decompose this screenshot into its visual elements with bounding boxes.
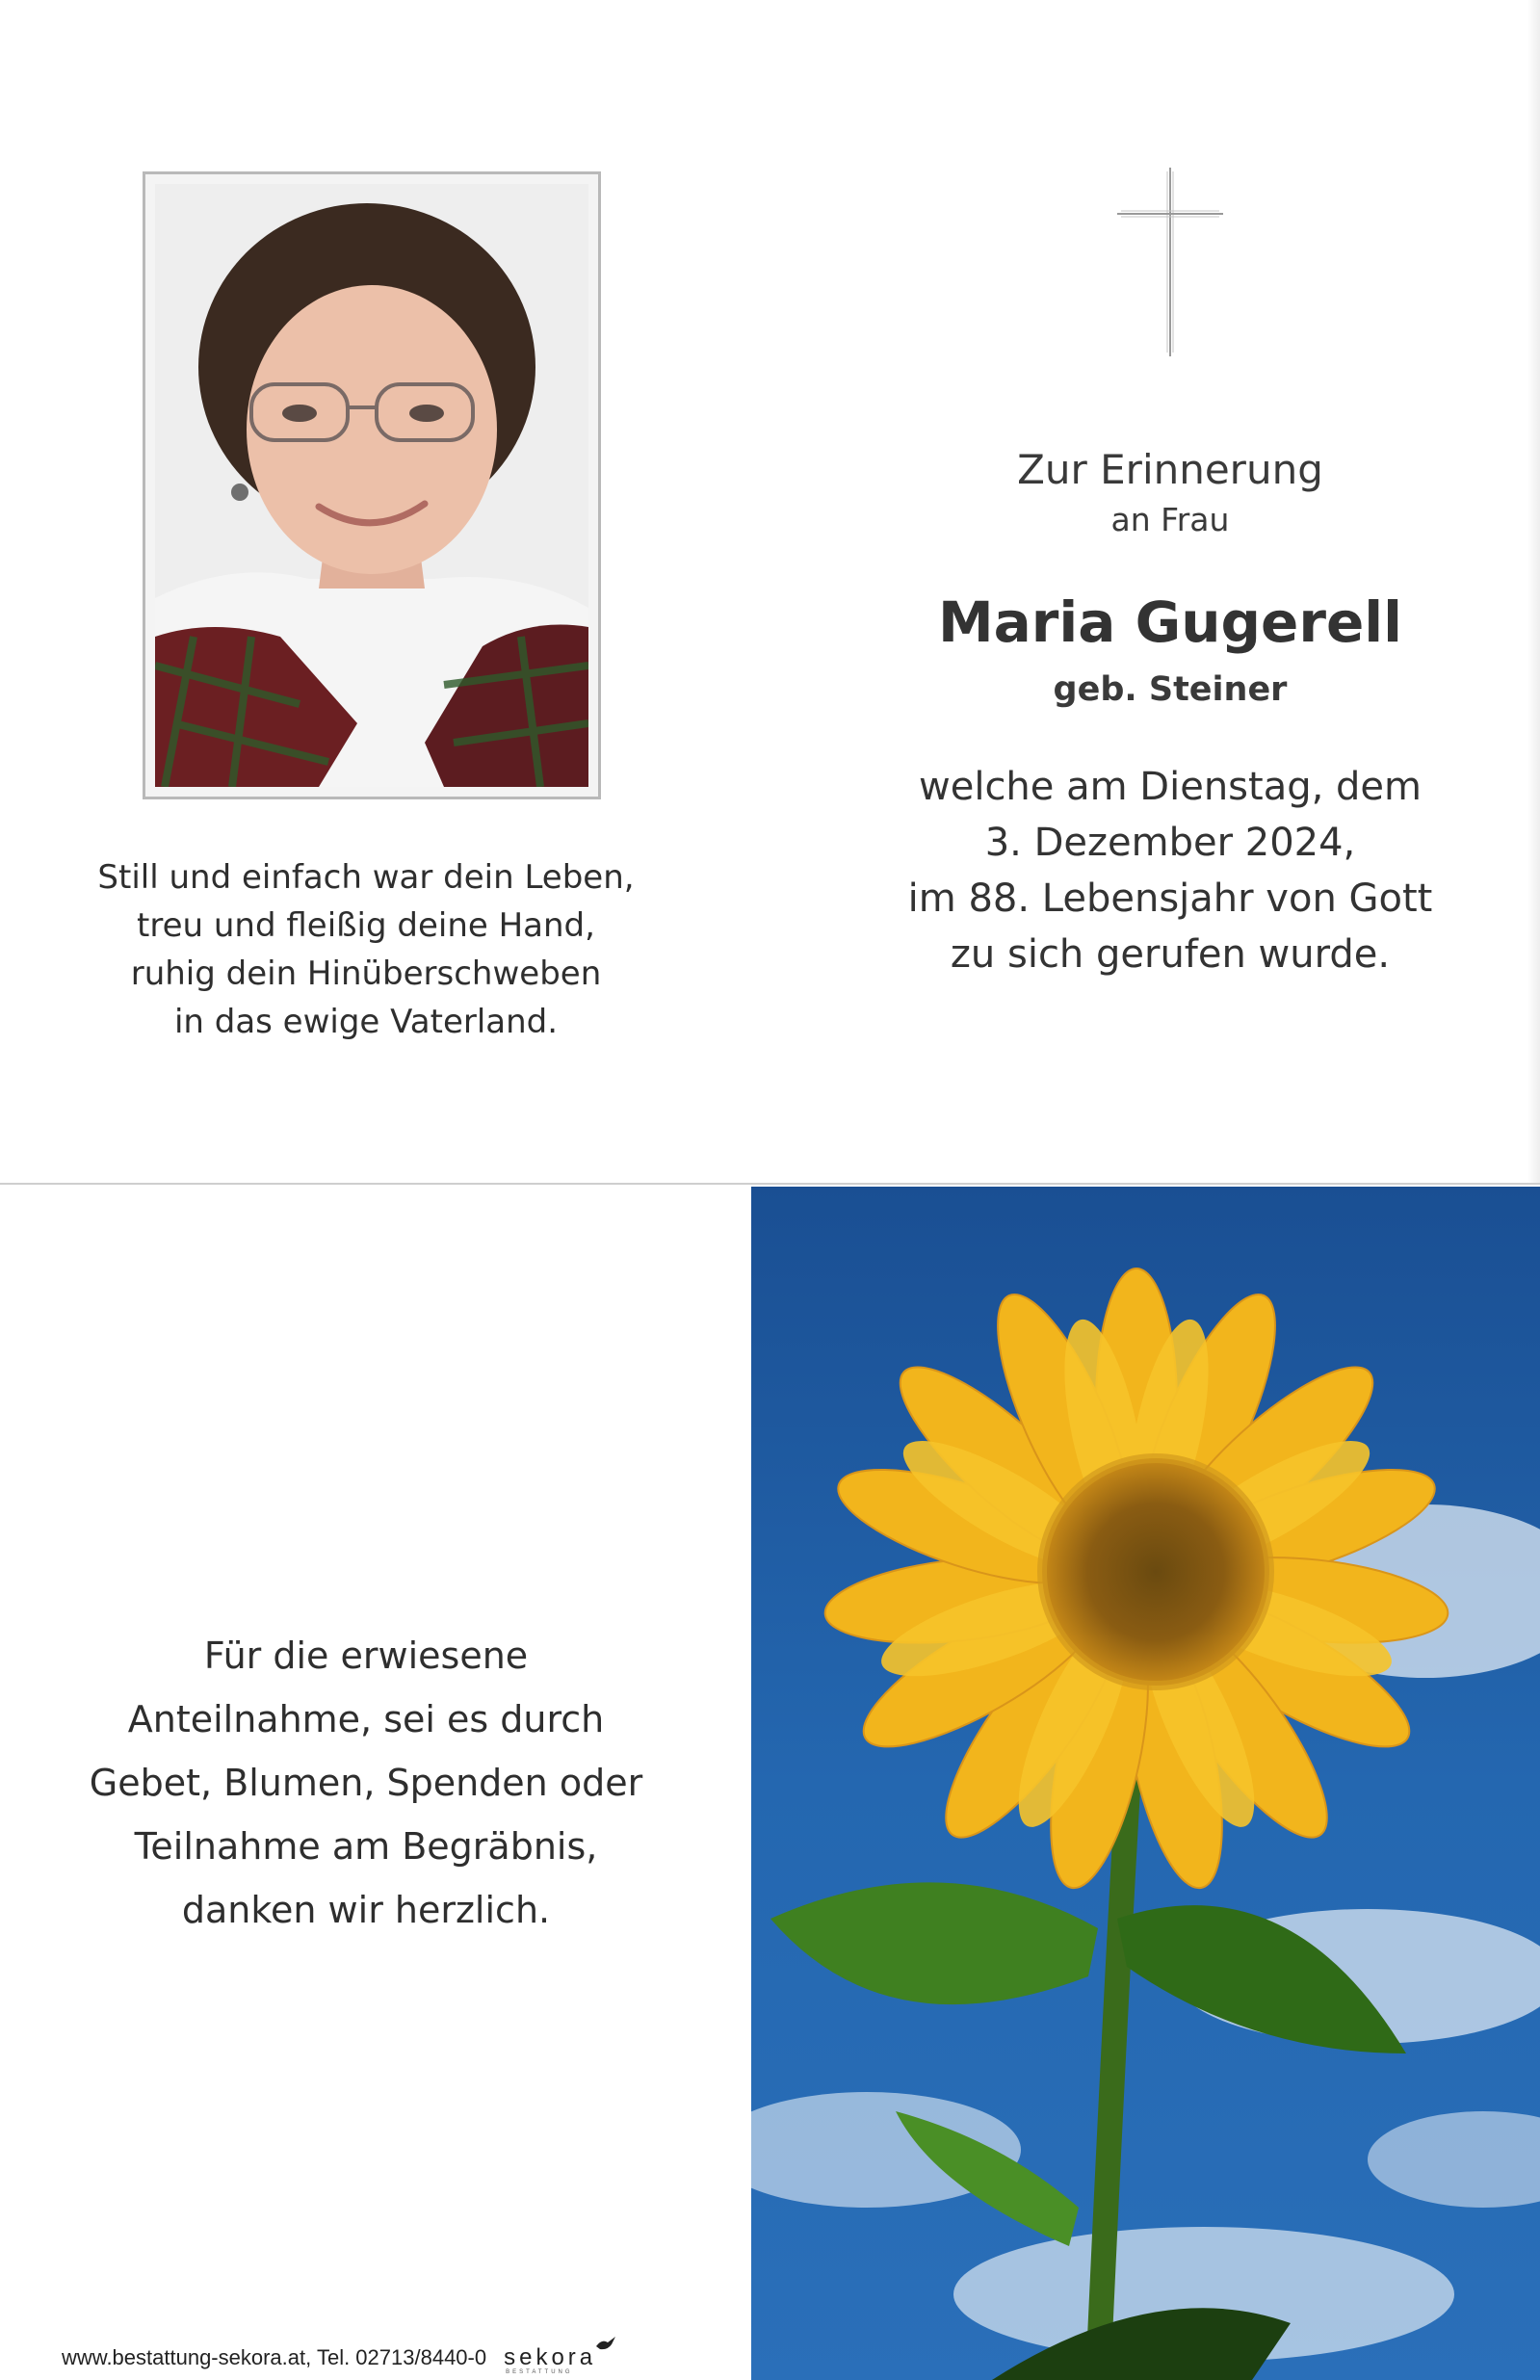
- memorial-text-line: welche am Dienstag, dem: [919, 765, 1422, 809]
- thanks-line: Gebet, Blumen, Spenden oder: [89, 1762, 643, 1804]
- sunflower-photo: [751, 1187, 1540, 2380]
- deceased-name: Maria Gugerell: [937, 589, 1403, 655]
- brand-logo: [504, 2344, 597, 2375]
- poem-line: treu und fleißig deine Hand,: [137, 906, 595, 945]
- footer: [62, 2344, 597, 2375]
- memorial-intro: Zur Erinnerung: [1017, 446, 1323, 493]
- card-divider: [0, 1183, 1540, 1185]
- thanks-line: Teilnahme am Begräbnis,: [134, 1825, 598, 1868]
- brand-name: sekora: [504, 2344, 597, 2370]
- brand-subtitle: BESTATTUNG: [506, 2369, 573, 2375]
- maiden-name: geb. Steiner: [1053, 670, 1288, 709]
- memorial-text-line: zu sich gerufen wurde.: [950, 932, 1391, 977]
- portrait-photo: [155, 184, 588, 787]
- memorial-text-line: im 88. Lebensjahr von Gott: [907, 876, 1433, 921]
- thanks-line: danken wir herzlich.: [181, 1889, 551, 1931]
- memorial-block: [833, 443, 1507, 982]
- dove-icon: [594, 2335, 617, 2352]
- poem-line: Still und einfach war dein Leben,: [97, 858, 635, 897]
- thanks-line: Für die erwiesene: [203, 1635, 529, 1677]
- memorial-text-line: 3. Dezember 2024,: [984, 821, 1356, 865]
- poem-line: ruhig dein Hinüberschweben: [130, 955, 602, 993]
- memorial-salutation: an Frau: [1110, 501, 1230, 538]
- memorial-text: [833, 759, 1507, 982]
- cross-icon: [1117, 168, 1223, 356]
- fold-edge: [1527, 0, 1540, 1183]
- poem: [58, 853, 674, 1046]
- thanks-line: Anteilnahme, sei es durch: [127, 1698, 605, 1740]
- portrait-frame: [143, 171, 601, 799]
- poem-line: in das ewige Vaterland.: [173, 1003, 559, 1041]
- thanks-block: [58, 1624, 674, 1942]
- footer-contact: www.bestattung-sekora.at, Tel. 02713/8440-0: [62, 2345, 487, 2369]
